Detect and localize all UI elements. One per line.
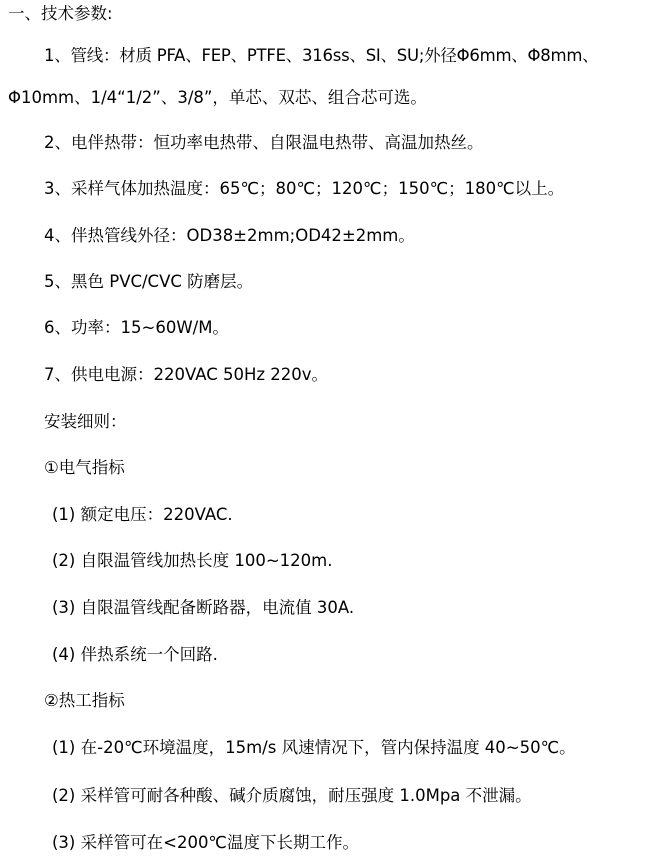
electrical-item: (4) 伴热系统一个回路. [52, 645, 218, 664]
spec-item-outer-diameter: 4、伴热管线外径：OD38±2mm;OD42±2mm。 [44, 226, 415, 245]
electrical-item: (1) 额定电压：220VAC. [52, 505, 233, 524]
spec-item-pipeline: 1、管线：材质 PFA、FEP、PTFE、316ss、SI、SU;外径Φ6mm、Φ8mm、 [44, 46, 599, 65]
thermal-item: (2) 采样管可耐各种酸、碱介质腐蚀，耐压强度 1.0Mpa 不泄漏。 [52, 786, 532, 805]
spec-item-pipeline-cont: Φ10mm、1/4“1/2”、3/8”，单芯、双芯、组合芯可选。 [8, 88, 427, 107]
electrical-item: (2) 自限温管线加热长度 100~120m. [52, 551, 333, 570]
section-heading: 一、技术参数: [8, 4, 113, 23]
spec-item-wear-layer: 5、黑色 PVC/CVC 防磨层。 [44, 272, 254, 291]
thermal-heading: ②热工指标 [44, 691, 125, 710]
spec-item-heat-tape: 2、电伴热带：恒功率电热带、自限温电热带、高温加热丝。 [44, 133, 484, 152]
thermal-item: (1) 在-20℃环境温度，15m/s 风速情况下，管内保持温度 40~50℃。 [52, 738, 576, 757]
electrical-heading: ①电气指标 [44, 458, 125, 477]
spec-item-power-supply: 7、供电电源：220VAC 50Hz 220v。 [44, 365, 329, 384]
thermal-item: (3) 采样管可在<200℃温度下长期工作。 [52, 833, 359, 852]
spec-item-heating-temp: 3、采样气体加热温度：65℃；80℃；120℃；150℃；180℃以上。 [44, 179, 565, 198]
install-heading: 安装细则： [44, 412, 127, 431]
electrical-item: (3) 自限温管线配备断路器，电流值 30A. [52, 598, 355, 617]
spec-item-power: 6、功率：15~60W/M。 [44, 318, 229, 337]
